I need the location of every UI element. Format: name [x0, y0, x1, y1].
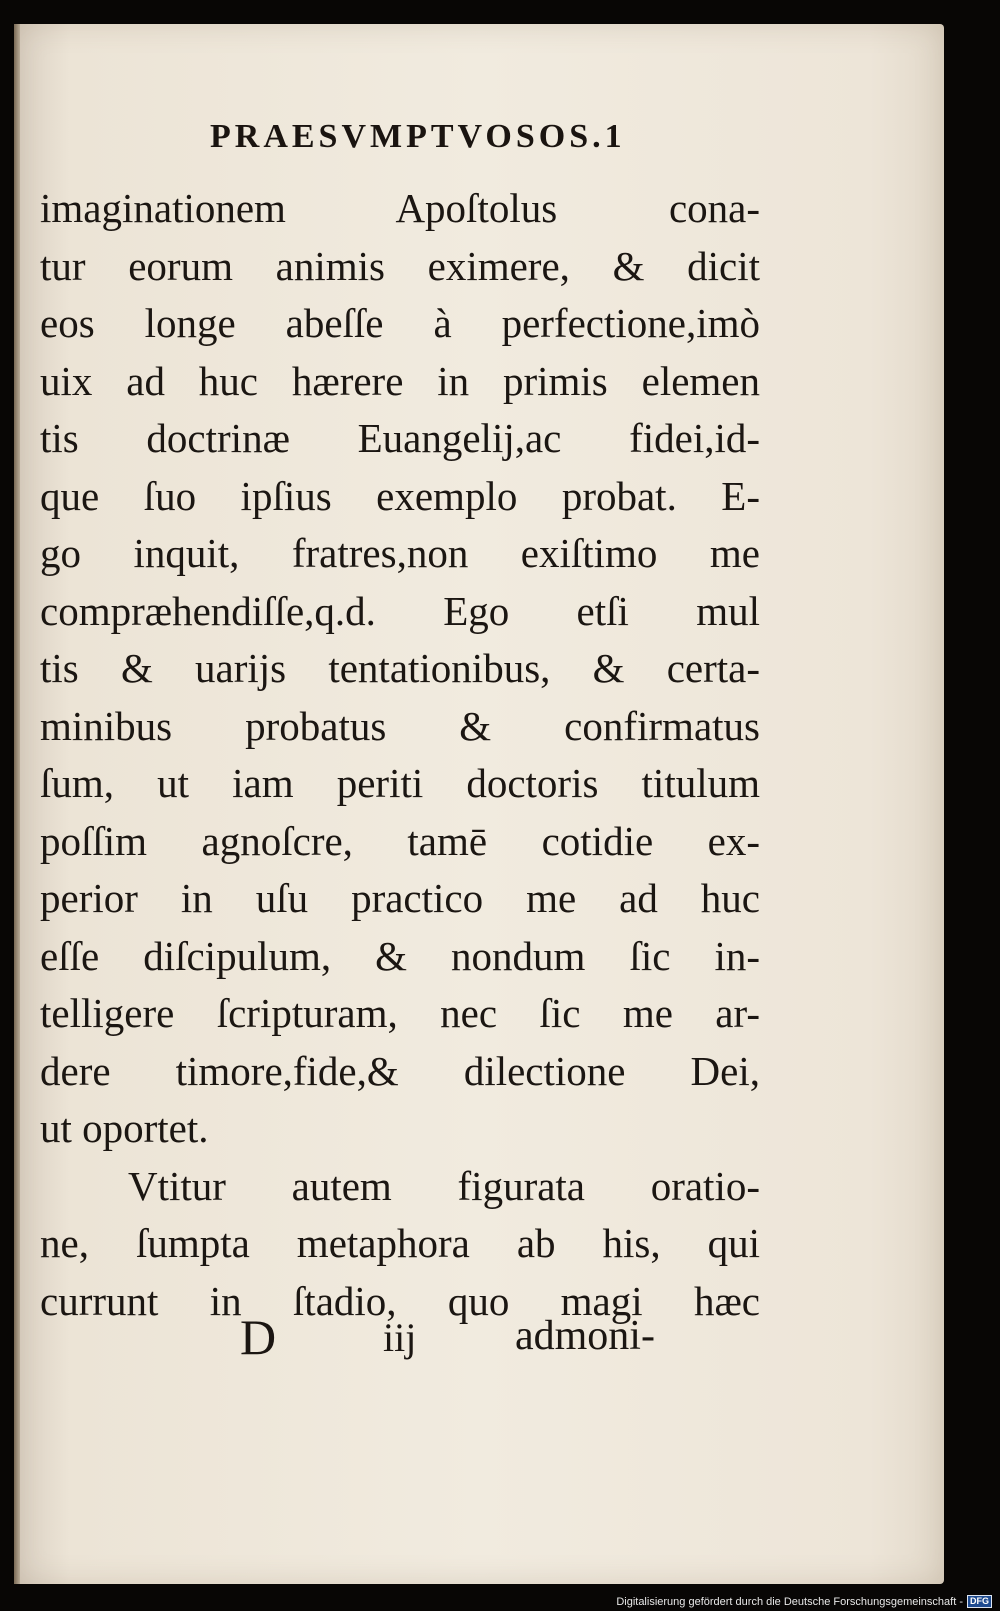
digitization-credit	[616, 1595, 992, 1608]
text-line: tur eorum animis eximere, & dicit	[40, 242, 760, 289]
text-line: que ſuo ipſius exemplo probat. E-	[40, 472, 760, 519]
credit-text: Digitalisierung gefördert durch die Deutsche Forschungsgemeinschaft -	[616, 1595, 963, 1608]
text-line: ſum, ut iam periti doctoris titulum	[40, 760, 760, 806]
text-line: poſſim agnoſcre, tamē cotidie ex-	[40, 817, 760, 864]
page-gutter-edge	[14, 24, 20, 1584]
text-line: perior in uſu practico me ad huc	[40, 875, 760, 921]
text-line: uix ad huc hærere in primis elemen	[40, 357, 760, 404]
catchword: admoni-	[515, 1313, 655, 1359]
text-line: tis & uarijs tentationibus, & certa-	[40, 645, 760, 691]
text-line: go inquit, fratres,non exiſtimo me	[40, 530, 760, 576]
text-line: compræhendiſſe,q.d. Ego etſi mul	[40, 587, 760, 634]
text-line: minibus probatus & confirmatus	[40, 702, 760, 749]
text-line: ne, ſumpta metaphora ab his, qui	[40, 1220, 760, 1266]
text-line: dere timore,fide,& dilectione Dei,	[40, 1047, 760, 1094]
text-line: telligere ſcripturam, nec ſic me ar-	[40, 990, 760, 1036]
text-line: eſſe diſcipulum, & nondum ſic in-	[40, 932, 760, 979]
text-line: Vtitur autem figurata oratio-	[128, 1162, 760, 1209]
text-line: eos longe abeſſe à perfectione,imò	[40, 300, 760, 346]
signature-mark-letter: D	[240, 1309, 277, 1365]
running-head: PRAESVMPTVOSOS.1	[210, 118, 626, 155]
text-line: imaginationem Apoſtolus cona-	[40, 185, 760, 231]
signature-mark-number: iij	[383, 1315, 417, 1360]
text-line: ut oportet.	[40, 1105, 209, 1151]
text-line: currunt in ſtadio, quo magi hæc	[40, 1277, 760, 1324]
dfg-logo: DFG	[967, 1595, 992, 1608]
text-line: tis doctrinæ Euangelij,ac fidei,id-	[40, 415, 760, 461]
body-text	[40, 180, 760, 1330]
